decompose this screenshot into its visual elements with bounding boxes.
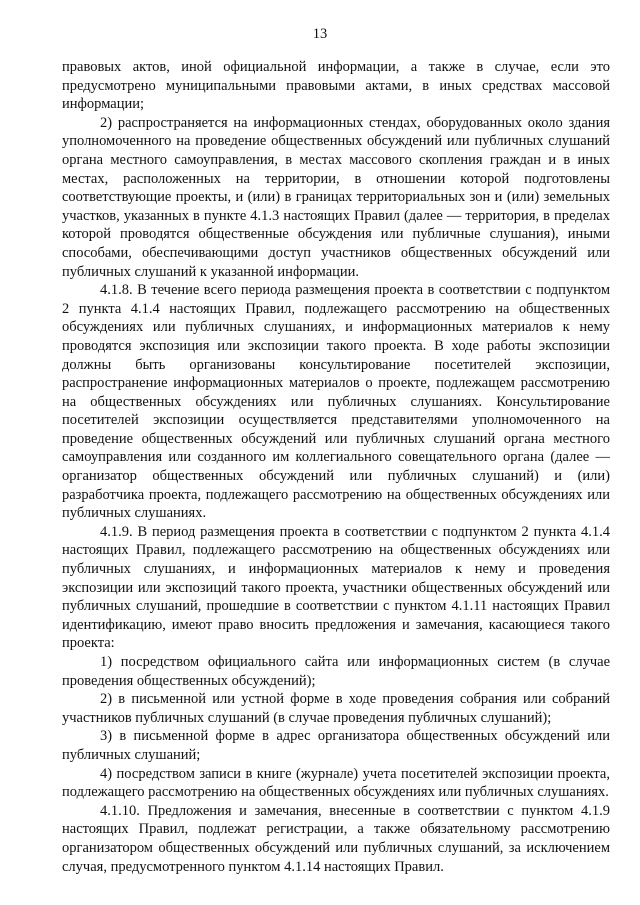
list-item-1: 1) посредством официального сайта или информационных систем (в случае проведения общественных обсуждений); — [62, 654, 610, 689]
document-body — [62, 58, 610, 876]
paragraph-4-1-10: 4.1.10. Предложения и замечания, внесенные в соответствии с пунктом 4.1.9 настоящих Правил, подлежат регистрации, а также обязательному рассмотрению организатором общественных обсуждений или публичных слушаний, за исключением случая, предусмотренного пунктом 4.1.14 настоящих Правил. — [62, 802, 610, 875]
paragraph-item-2: 2) распространяется на информационных стендах, оборудованных около здания уполномоченного на проведение общественных обсуждений или публичных слушаний органа местного самоуправления, в местах массового скопления граждан и в иных местах, расположенных на территории, в отношении которой подготовлены соответствующие проекты, и (или) в границах территориальных зон и (или) земельных участков, указанных в пункте 4.1.3 настоящих Правил (далее — территория, в пределах которой проводятся общественные обсуждения или публичные слушания), иными способами, обеспечивающими доступ участников общественных обсуждений или публичных слушаний к указанной информации. — [62, 114, 610, 280]
list-item-3: 3) в письменной форме в адрес организатора общественных обсуждений или публичных слушаний; — [62, 728, 610, 763]
paragraph-4-1-9: 4.1.9. В период размещения проекта в соответствии с подпунктом 2 пункта 4.1.4 настоящих Правил, подлежащего рассмотрению на общественных обсуждениях или публичных слушаниях, и информационных материалов к нему и проведения экспозиции или экспозиций такого проекта, участники общественных обсуждений или публичных слушаний, прошедшие в соответствии с пунктом 4.1.11 настоящих Правил идентификацию, имеют право вносить предложения и замечания, касающиеся такого проекта: — [62, 523, 610, 652]
paragraph-4-1-8: 4.1.8. В течение всего периода размещения проекта в соответствии с подпунктом 2 пункта 4.1.4 настоящих Правил, подлежащего рассмотрению на общественных обсуждениях или публичных слушаниях, и информационных материалов к нему проводятся экспозиция или экспозиции такого проекта. В ходе работы экспозиции должны быть организованы консультирование посетителей экспозиции, распространение информационных материалов о проекте, подлежащем рассмотрению на общественных обсуждениях или публичных слушаниях. Консультирование посетителей экспозиции осуществляется представителями уполномоченного на проведение общественных обсуждений или публичных слушаний органа местного самоуправления или созданного им коллегиального совещательного органа (далее — организатор общественных обсуждений или публичных слушаний) и (или) разработчика проекта, подлежащего рассмотрению на общественных обсуждениях или публичных слушаниях. — [62, 282, 610, 522]
list-item-2: 2) в письменной или устной форме в ходе проведения собрания или собраний участников публичных слушаний (в случае проведения публичных слушаний); — [62, 691, 610, 726]
page-number: 13 — [312, 26, 328, 42]
paragraph-continuation: правовых актов, иной официальной информации, а также в случае, если это предусмотрено муниципальными правовыми актами, в иных средствах массовой информации; — [62, 59, 610, 113]
list-item-4: 4) посредством записи в книге (журнале) учета посетителей экспозиции проекта, подлежащего рассмотрению на общественных обсуждениях или публичных слушаниях. — [62, 765, 610, 801]
